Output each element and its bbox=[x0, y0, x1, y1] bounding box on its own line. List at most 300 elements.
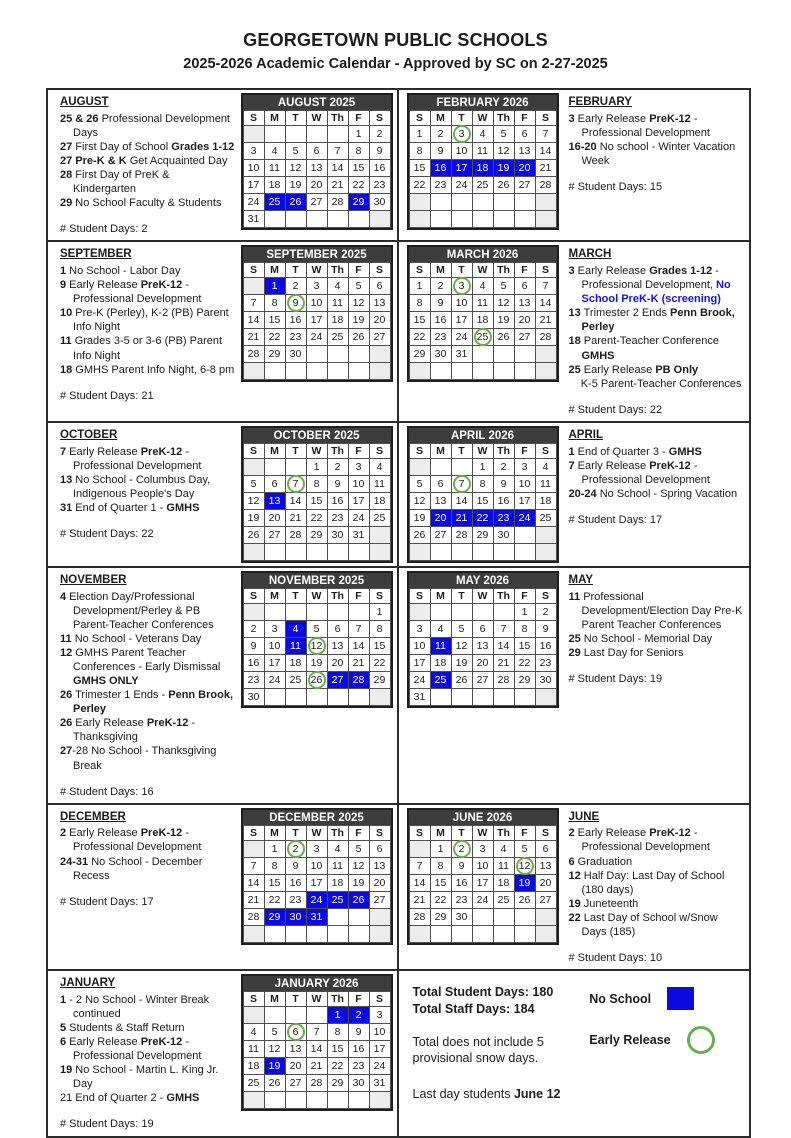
empty-cell bbox=[243, 1092, 264, 1109]
day-cell: 20 bbox=[264, 509, 285, 526]
day-cell: 17 bbox=[243, 177, 264, 194]
empty-cell bbox=[514, 688, 535, 705]
empty-cell bbox=[514, 925, 535, 942]
day-header-cell: F bbox=[514, 443, 535, 458]
month-band bbox=[48, 240, 749, 421]
day-cell: 15 bbox=[306, 492, 327, 509]
day-cell: 28 bbox=[409, 908, 430, 925]
day-cell: 27 bbox=[327, 671, 348, 688]
day-cell: 23 bbox=[285, 329, 306, 346]
legend-label: Early Release bbox=[589, 1033, 671, 1048]
day-cell: 27 bbox=[264, 526, 285, 543]
empty-cell bbox=[472, 194, 493, 211]
band-right-half bbox=[399, 971, 750, 1135]
notes-month-title: MARCH bbox=[568, 248, 612, 261]
day-header-cell: Th bbox=[327, 992, 348, 1007]
calendar-table bbox=[409, 588, 557, 706]
day-cell bbox=[306, 637, 327, 654]
calendar-title: NOVEMBER 2025 bbox=[243, 573, 391, 588]
day-header-cell: M bbox=[430, 588, 451, 603]
text-segment: GMHS bbox=[166, 501, 200, 514]
text-segment: End of Quarter 3 - bbox=[574, 445, 669, 458]
text-segment: 28 bbox=[60, 169, 73, 182]
text-segment: 10 bbox=[60, 307, 73, 320]
day-header-cell: W bbox=[306, 992, 327, 1007]
empty-cell bbox=[369, 346, 390, 363]
day-header-cell: S bbox=[409, 443, 430, 458]
empty-cell bbox=[327, 543, 348, 560]
day-cell: 14 bbox=[306, 1041, 327, 1058]
day-cell: 23 bbox=[243, 671, 264, 688]
band-right-half bbox=[399, 242, 750, 421]
calendar-table bbox=[409, 443, 557, 561]
day-cell: 3 bbox=[472, 840, 493, 857]
empty-cell bbox=[285, 603, 306, 620]
day-cell: 11 bbox=[327, 295, 348, 312]
day-cell: 14 bbox=[243, 312, 264, 329]
text-segment: PreK-12 bbox=[146, 717, 189, 730]
day-cell: 11 bbox=[327, 857, 348, 874]
notes-june bbox=[559, 805, 750, 969]
notes-month-title: JUNE bbox=[568, 810, 600, 823]
day-cell: 15 bbox=[472, 492, 493, 509]
day-header-cell: T bbox=[451, 111, 472, 126]
calendar-table bbox=[243, 110, 391, 228]
day-cell: 21 bbox=[348, 654, 369, 671]
empty-cell bbox=[285, 1092, 306, 1109]
empty-cell bbox=[264, 363, 285, 380]
day-cell: 17 bbox=[514, 492, 535, 509]
day-cell: 1 bbox=[409, 126, 430, 143]
day-cell: 14 bbox=[285, 492, 306, 509]
calendar-title: DECEMBER 2025 bbox=[243, 810, 391, 825]
day-cell bbox=[285, 1024, 306, 1041]
day-header-cell: F bbox=[514, 588, 535, 603]
empty-cell bbox=[306, 346, 327, 363]
day-cell: 8 bbox=[514, 620, 535, 637]
text-segment: 26 bbox=[60, 689, 73, 702]
day-header-cell: S bbox=[243, 588, 264, 603]
day-cell: 25 bbox=[493, 891, 514, 908]
day-cell: 3 bbox=[306, 278, 327, 295]
note-line bbox=[569, 869, 744, 897]
day-cell: 1 bbox=[264, 840, 285, 857]
empty-cell bbox=[348, 1092, 369, 1109]
note-line bbox=[60, 1035, 235, 1063]
day-cell: 22 bbox=[348, 177, 369, 194]
day-cell: 29 bbox=[264, 346, 285, 363]
empty-cell bbox=[409, 925, 430, 942]
note-line bbox=[60, 445, 235, 473]
day-cell: 27 bbox=[430, 526, 451, 543]
day-cell: 18 bbox=[264, 177, 285, 194]
day-cell: 20 bbox=[430, 509, 451, 526]
day-cell: 9 bbox=[369, 143, 390, 160]
week-row bbox=[409, 458, 556, 475]
day-cell: 4 bbox=[327, 840, 348, 857]
calendar-table bbox=[409, 262, 557, 380]
note-line bbox=[60, 154, 235, 168]
text-segment: GMHS bbox=[166, 1092, 200, 1105]
day-cell: 13 bbox=[472, 637, 493, 654]
empty-cell bbox=[306, 1092, 327, 1109]
early-release-circle: 7 bbox=[287, 475, 305, 493]
empty-cell bbox=[535, 346, 556, 363]
calendar-jun bbox=[407, 808, 559, 945]
week-row bbox=[243, 126, 390, 143]
day-cell: 6 bbox=[264, 475, 285, 492]
day-header-cell: S bbox=[369, 992, 390, 1007]
empty-cell bbox=[243, 363, 264, 380]
empty-cell bbox=[493, 363, 514, 380]
text-segment: 29 bbox=[568, 646, 581, 659]
day-cell: 4 bbox=[369, 458, 390, 475]
day-cell: 24 bbox=[306, 891, 327, 908]
empty-cell bbox=[369, 543, 390, 560]
day-header-cell: M bbox=[430, 443, 451, 458]
text-segment: 19 bbox=[568, 897, 581, 910]
day-cell: 22 bbox=[264, 329, 285, 346]
band-right-half bbox=[399, 90, 750, 240]
day-cell bbox=[451, 840, 472, 857]
day-cell: 26 bbox=[243, 526, 264, 543]
text-segment: 9 bbox=[60, 279, 67, 292]
week-row bbox=[243, 160, 390, 177]
day-header-cell: W bbox=[306, 263, 327, 278]
day-cell: 29 bbox=[327, 1075, 348, 1092]
day-cell bbox=[514, 857, 535, 874]
week-row bbox=[243, 526, 390, 543]
notes-month-title: FEBRUARY bbox=[568, 96, 632, 108]
text-segment: GMHS Parent Info Night, 6-8 pm bbox=[72, 363, 235, 376]
notes-month-title: NOVEMBER bbox=[60, 573, 127, 586]
empty-cell bbox=[264, 1092, 285, 1109]
week-row bbox=[243, 278, 390, 295]
week-row bbox=[243, 1075, 390, 1092]
empty-cell bbox=[514, 346, 535, 363]
day-header-cell: S bbox=[535, 263, 556, 278]
day-cell: 25 bbox=[430, 671, 451, 688]
day-cell: 11 bbox=[493, 857, 514, 874]
text-segment: - Professional Development bbox=[73, 1036, 202, 1063]
day-cell: 19 bbox=[514, 874, 535, 891]
notes-month-title: OCTOBER bbox=[60, 428, 118, 441]
day-cell bbox=[285, 840, 306, 857]
day-cell: 10 bbox=[369, 1024, 390, 1041]
notes-december bbox=[48, 805, 241, 969]
notes-october bbox=[48, 423, 241, 566]
day-cell bbox=[306, 671, 327, 688]
empty-cell bbox=[451, 603, 472, 620]
day-cell: 10 bbox=[348, 475, 369, 492]
student-days-count: # Student Days: 19 bbox=[568, 672, 663, 685]
month-band bbox=[48, 90, 749, 240]
legend bbox=[589, 985, 743, 1129]
day-cell: 1 bbox=[264, 278, 285, 295]
calendar-title: OCTOBER 2025 bbox=[243, 428, 391, 443]
empty-cell bbox=[306, 1007, 327, 1024]
empty-cell bbox=[264, 458, 285, 475]
note-line bbox=[60, 278, 235, 306]
band-left-half bbox=[48, 242, 399, 421]
day-cell bbox=[472, 329, 493, 346]
day-cell: 6 bbox=[472, 620, 493, 637]
text-segment: 2 bbox=[568, 827, 575, 840]
day-header-cell: Th bbox=[493, 443, 514, 458]
day-cell: 28 bbox=[306, 1075, 327, 1092]
notes-february bbox=[559, 90, 750, 240]
calendar-grid bbox=[46, 88, 751, 1138]
day-cell: 8 bbox=[409, 295, 430, 312]
week-row bbox=[243, 475, 390, 492]
day-cell: 21 bbox=[535, 160, 556, 177]
empty-cell bbox=[243, 603, 264, 620]
day-cell: 21 bbox=[243, 329, 264, 346]
note-line bbox=[569, 140, 744, 168]
text-segment: 1 bbox=[568, 445, 575, 458]
day-cell: 17 bbox=[472, 874, 493, 891]
text-segment: GMHS ONLY bbox=[73, 675, 139, 688]
day-cell: 11 bbox=[535, 475, 556, 492]
empty-cell bbox=[409, 211, 430, 228]
day-cell: 18 bbox=[535, 492, 556, 509]
text-segment: Early Release bbox=[66, 445, 141, 458]
totals-line bbox=[413, 1002, 590, 1016]
day-cell: 11 bbox=[285, 637, 306, 654]
empty-cell bbox=[243, 840, 264, 857]
day-header-cell: S bbox=[369, 111, 390, 126]
day-cell: 27 bbox=[472, 671, 493, 688]
empty-cell bbox=[285, 543, 306, 560]
day-cell: 31 bbox=[243, 211, 264, 228]
week-row bbox=[243, 295, 390, 312]
day-header-cell: S bbox=[535, 443, 556, 458]
empty-cell bbox=[285, 126, 306, 143]
calendar-oct bbox=[241, 426, 393, 563]
text-segment: 6 bbox=[568, 855, 575, 868]
empty-cell bbox=[243, 925, 264, 942]
empty-cell bbox=[327, 688, 348, 705]
month-band bbox=[48, 566, 749, 803]
text-segment: K-5 Parent-Teacher Conferences bbox=[568, 377, 742, 390]
day-header-cell: F bbox=[348, 111, 369, 126]
band-right-half bbox=[399, 423, 750, 566]
note-line bbox=[60, 1091, 235, 1105]
note-line bbox=[569, 334, 744, 362]
day-header-row bbox=[243, 825, 390, 840]
day-header-cell: F bbox=[514, 263, 535, 278]
week-row bbox=[243, 637, 390, 654]
day-cell: 1 bbox=[430, 840, 451, 857]
day-cell: 6 bbox=[327, 620, 348, 637]
day-cell bbox=[451, 475, 472, 492]
student-days-count: # Student Days: 16 bbox=[60, 785, 154, 798]
calendar-container bbox=[241, 242, 397, 421]
day-cell: 4 bbox=[430, 620, 451, 637]
day-cell: 16 bbox=[285, 312, 306, 329]
day-cell: 24 bbox=[348, 509, 369, 526]
text-segment: 29 bbox=[60, 197, 73, 210]
day-header-cell: F bbox=[348, 825, 369, 840]
calendar-table bbox=[409, 110, 557, 228]
day-cell: 28 bbox=[535, 177, 556, 194]
empty-cell bbox=[306, 543, 327, 560]
text-segment: Last Day for Seniors bbox=[580, 646, 684, 659]
text-segment: 13 bbox=[568, 307, 581, 320]
text-segment: Early Release bbox=[574, 112, 650, 125]
day-cell: 2 bbox=[285, 278, 306, 295]
week-row bbox=[243, 194, 390, 211]
day-cell: 13 bbox=[430, 492, 451, 509]
day-cell: 23 bbox=[348, 1058, 369, 1075]
empty-cell bbox=[472, 346, 493, 363]
week-row bbox=[409, 509, 556, 526]
day-header-cell: Th bbox=[327, 443, 348, 458]
day-cell: 4 bbox=[327, 278, 348, 295]
note-line bbox=[569, 445, 744, 459]
day-cell: 18 bbox=[430, 654, 451, 671]
day-cell: 20 bbox=[514, 160, 535, 177]
day-cell: 31 bbox=[348, 526, 369, 543]
day-cell: 14 bbox=[348, 637, 369, 654]
day-cell: 26 bbox=[264, 1075, 285, 1092]
day-cell: 18 bbox=[369, 492, 390, 509]
day-cell: 19 bbox=[348, 312, 369, 329]
empty-cell bbox=[451, 688, 472, 705]
day-cell: 8 bbox=[264, 857, 285, 874]
week-row bbox=[243, 891, 390, 908]
week-row bbox=[409, 329, 556, 346]
day-header-cell: T bbox=[285, 111, 306, 126]
week-row bbox=[243, 620, 390, 637]
empty-cell bbox=[264, 126, 285, 143]
day-cell: 9 bbox=[348, 1024, 369, 1041]
notes-month-title: AUGUST bbox=[60, 96, 109, 108]
day-cell: 16 bbox=[430, 160, 451, 177]
week-row bbox=[409, 143, 556, 160]
empty-cell bbox=[369, 526, 390, 543]
day-cell: 20 bbox=[369, 312, 390, 329]
text-segment: PreK-12 bbox=[649, 827, 691, 840]
calendar-title: MAY 2026 bbox=[409, 573, 557, 588]
empty-cell bbox=[430, 925, 451, 942]
empty-cell bbox=[264, 211, 285, 228]
day-header-cell: T bbox=[451, 263, 472, 278]
day-cell: 14 bbox=[243, 874, 264, 891]
day-cell: 18 bbox=[243, 1058, 264, 1075]
empty-cell bbox=[369, 908, 390, 925]
text-segment: 19 bbox=[60, 1064, 73, 1077]
day-cell: 1 bbox=[348, 126, 369, 143]
day-cell: 6 bbox=[430, 475, 451, 492]
calendar-nov bbox=[241, 571, 393, 708]
calendar-container bbox=[399, 568, 559, 803]
day-cell: 15 bbox=[264, 874, 285, 891]
text-segment: Penn Brook, Perley bbox=[73, 689, 234, 716]
week-row bbox=[243, 688, 390, 705]
day-header-cell: M bbox=[430, 825, 451, 840]
empty-cell bbox=[348, 543, 369, 560]
calendar-table bbox=[409, 825, 557, 943]
text-segment: 12 bbox=[60, 646, 73, 659]
empty-cell bbox=[430, 458, 451, 475]
empty-cell bbox=[493, 346, 514, 363]
empty-cell bbox=[472, 603, 493, 620]
day-cell: 2 bbox=[348, 1007, 369, 1024]
day-cell: 4 bbox=[285, 620, 306, 637]
text-segment: PreK-12 bbox=[649, 112, 691, 125]
text-segment: 13 bbox=[60, 473, 73, 486]
day-cell: 12 bbox=[409, 492, 430, 509]
empty-cell bbox=[327, 908, 348, 925]
day-cell: 2 bbox=[535, 603, 556, 620]
day-header-cell: M bbox=[430, 263, 451, 278]
day-cell: 16 bbox=[243, 654, 264, 671]
day-cell: 29 bbox=[430, 908, 451, 925]
note-line bbox=[60, 993, 235, 1021]
day-cell: 25 bbox=[369, 509, 390, 526]
day-header-cell: T bbox=[285, 825, 306, 840]
note-line bbox=[60, 632, 235, 646]
day-header-cell: F bbox=[348, 443, 369, 458]
day-header-row bbox=[409, 263, 556, 278]
day-cell: 29 bbox=[369, 671, 390, 688]
day-cell: 5 bbox=[409, 475, 430, 492]
day-cell: 19 bbox=[409, 509, 430, 526]
day-cell: 12 bbox=[285, 160, 306, 177]
day-cell: 29 bbox=[264, 908, 285, 925]
text-segment: Juneteenth bbox=[580, 897, 639, 910]
day-cell: 6 bbox=[535, 840, 556, 857]
day-cell: 22 bbox=[430, 891, 451, 908]
empty-cell bbox=[493, 688, 514, 705]
day-cell: 29 bbox=[514, 671, 535, 688]
day-cell: 5 bbox=[306, 620, 327, 637]
day-cell: 27 bbox=[369, 329, 390, 346]
early-release-circle: 2 bbox=[453, 840, 471, 858]
text-segment: 24-31 bbox=[60, 855, 89, 868]
day-cell: 28 bbox=[451, 526, 472, 543]
note-line bbox=[60, 826, 235, 854]
empty-cell bbox=[451, 363, 472, 380]
week-row bbox=[409, 891, 556, 908]
day-cell: 13 bbox=[369, 857, 390, 874]
day-cell: 25 bbox=[327, 891, 348, 908]
day-cell: 5 bbox=[514, 840, 535, 857]
text-segment: Early Release bbox=[72, 717, 147, 730]
text-segment: Parent-Teacher Conference bbox=[580, 335, 719, 348]
week-row bbox=[409, 908, 556, 925]
day-cell: 12 bbox=[451, 637, 472, 654]
text-segment: Get Acquainted Day bbox=[126, 154, 228, 167]
empty-cell bbox=[327, 211, 348, 228]
notes-april bbox=[559, 423, 750, 566]
calendar-table bbox=[243, 825, 391, 943]
day-cell: 16 bbox=[451, 874, 472, 891]
notes-month-title: MAY bbox=[568, 573, 593, 586]
empty-cell bbox=[327, 1092, 348, 1109]
text-segment: Total Staff Days: 184 bbox=[412, 1002, 535, 1017]
text-segment: 1 bbox=[60, 993, 67, 1006]
week-row bbox=[409, 177, 556, 194]
band-left-half bbox=[48, 90, 399, 240]
week-row bbox=[409, 874, 556, 891]
notes-january bbox=[48, 971, 241, 1135]
empty-cell bbox=[306, 688, 327, 705]
day-cell: 9 bbox=[430, 295, 451, 312]
note-line bbox=[60, 716, 235, 744]
day-cell: 9 bbox=[535, 620, 556, 637]
